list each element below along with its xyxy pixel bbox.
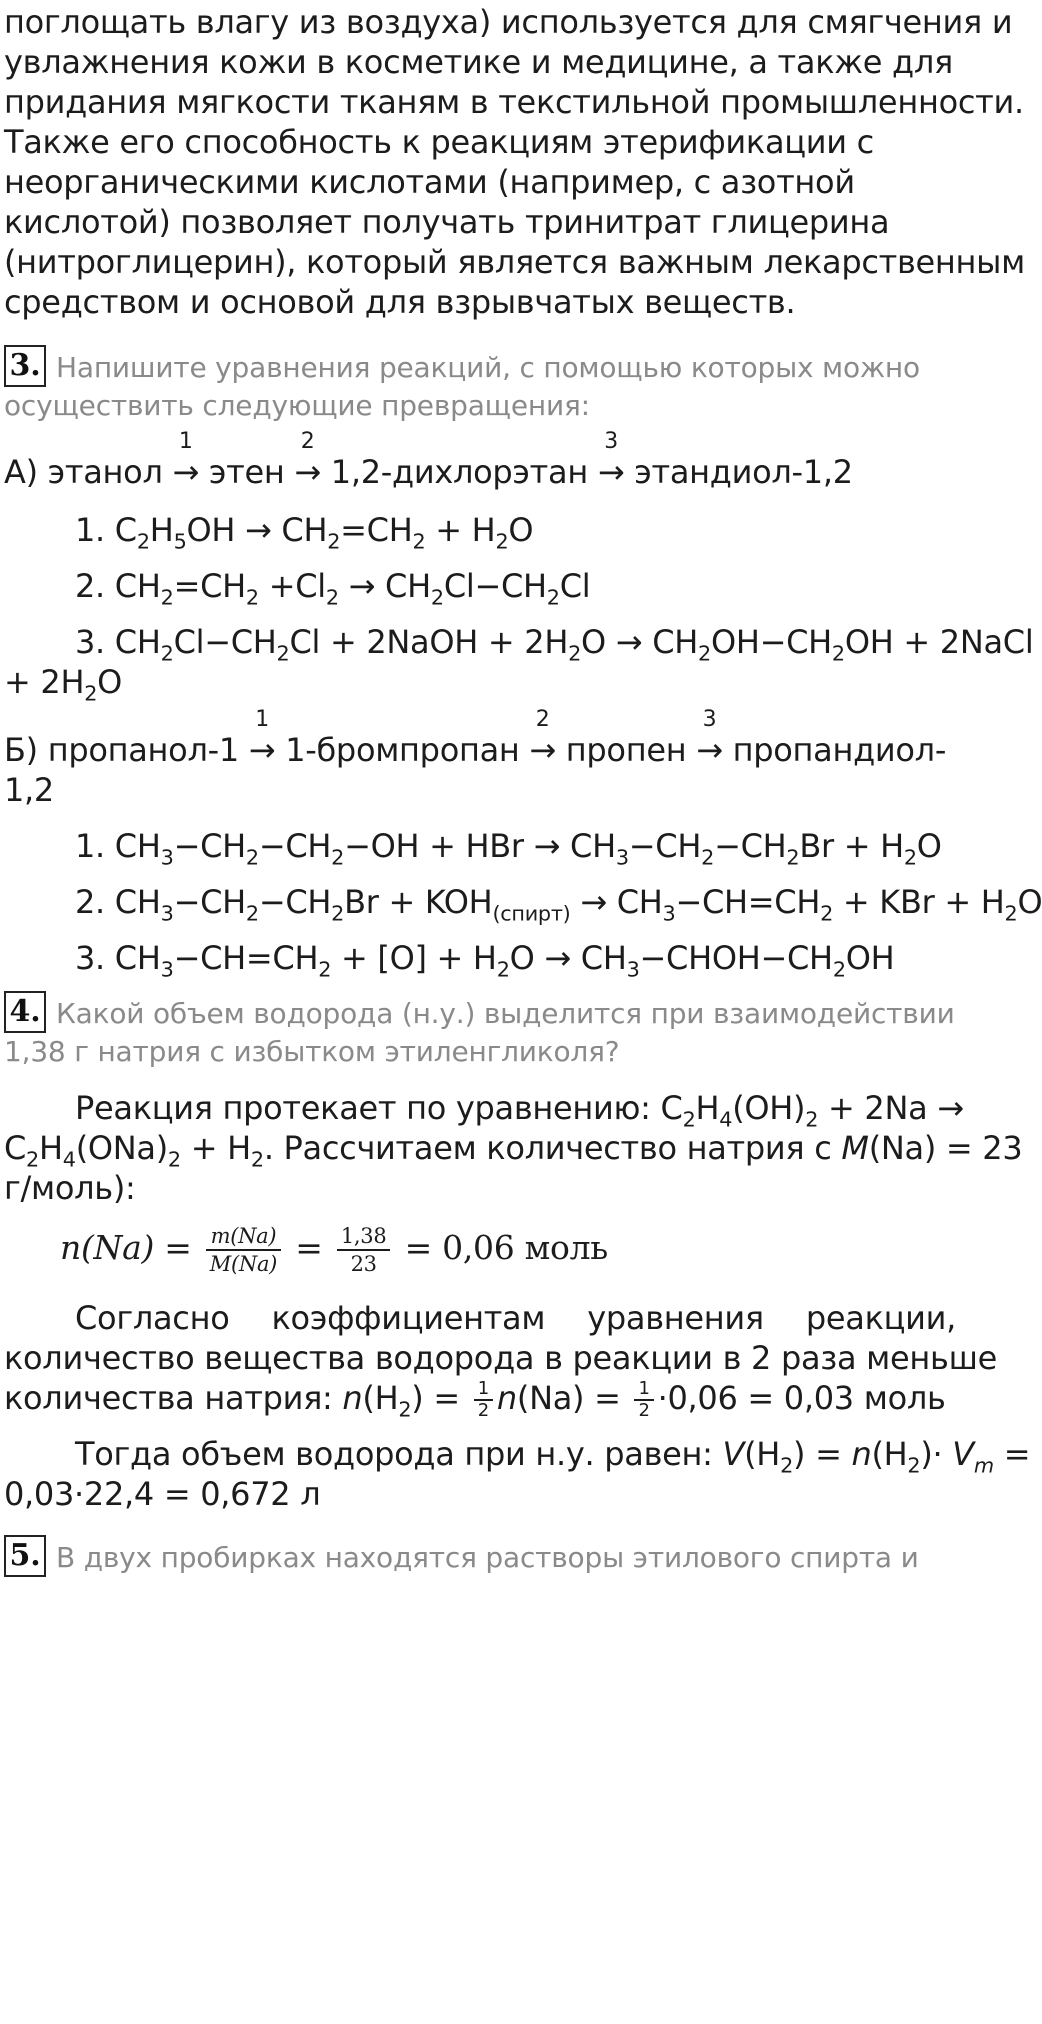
equation-a3-cont: + $2H_2O$ xyxy=(4,663,123,706)
fraction: $\frac{m(Na)}{M(Na)}$ xyxy=(206,1223,281,1277)
intro-line: увлажнения кожи в косметике и медицине, а также для xyxy=(4,43,953,81)
equation-b3: 3. $CH_3-CH=CH_2 + [O] + H_2O$ → $CH_3-CHOH-CH_2OH$ xyxy=(75,939,895,982)
intro-line: средством и основой для взрывчатых веществ. xyxy=(4,283,796,321)
formula-moles-na: n(Na) = $\frac{m(Na)}{M(Na)}$ = $\frac{1,38}{23}$ = 0,06 моль xyxy=(60,1224,608,1276)
task5-number-badge: 5. xyxy=(4,1535,46,1577)
task3-scheme-b-cont: 1,2 xyxy=(4,771,54,809)
task3-question: 3. Напишите уравнения реакций, с помощью которых можно xyxy=(4,346,920,390)
intro-line: Также его способность к реакциям этерификации с xyxy=(4,123,874,161)
intro-line: кислотой) позволяет получать тринитрат глицерина xyxy=(4,203,890,241)
task4-paragraph1-cont: $C_2H_4(ONa)_2 + H_2$. Рассчитаем количество натрия с M(Na) = 23 xyxy=(4,1129,1023,1172)
equation-a3: 3. $CH_2Cl-CH_2Cl$ + 2NaOH + $2H_2O \to CH_2OH-CH_2OH$ + 2NaCl xyxy=(75,623,1034,666)
task4-paragraph2-end: количества натрия: $n(H_2)$ = $\frac{1}{2}$ n(Na) = $\frac{1}{2}$ ·0,06 = 0,03 моль xyxy=(4,1378,946,1422)
task3-scheme-a: А) этанол → 1 этен → 2 1,2-дихлорэтан → 3 этандиол-1,2 xyxy=(4,450,853,494)
equation-b2: 2. $CH_3-CH_2-CH_2Br + KOH_{(спирт)} \to CH_3-CH=CH_2$ + KBr + $H_2O$ xyxy=(75,883,1042,926)
task4-question-cont: 1,38 г натрия с избытком этиленгликоля? xyxy=(4,1035,620,1068)
task4-number-badge: 4. xyxy=(4,991,46,1033)
intro-line: неорганическими кислотами (например, с азотной xyxy=(4,163,855,201)
intro-line: (нитроглицерин), который является важным лекарственным xyxy=(4,243,1025,281)
task4-paragraph1-end: г/моль): xyxy=(4,1169,136,1207)
arrow-icon: → 2 xyxy=(294,429,321,491)
task4-paragraph3: Тогда объем водорода при н.у. равен: $V(H_2) = n(H_2)\cdot V_m$ = xyxy=(75,1435,1031,1478)
arrow-icon: → 3 xyxy=(597,429,625,491)
intro-line: поглощать влагу из воздуха) используется для смягчения и xyxy=(4,3,1013,41)
task3-number-badge: 3. xyxy=(4,345,46,387)
arrow-icon: → 2 xyxy=(529,707,556,769)
fraction: $\frac{1}{2}$ xyxy=(634,1379,653,1421)
fraction: $\frac{1}{2}$ xyxy=(474,1379,493,1421)
arrow-icon: → 1 xyxy=(248,707,276,769)
task3-scheme-b: Б) пропанол-1 → 1 1-бромпропан → 2 пропен → 3 пропандиол- xyxy=(4,728,946,772)
task4-paragraph1: Реакция протекает по уравнению: $C_2H_4(OH)_2 + 2Na$ → xyxy=(75,1089,964,1132)
task5-question: 5. В двух пробирках находятся растворы этилового спирта и xyxy=(4,1536,919,1580)
equation-a1: 1. $C_2H_5OH \to CH_2=CH_2 + H_2O$ xyxy=(75,511,534,554)
task4-paragraph3-cont: 0,03·22,4 = 0,672 л xyxy=(4,1475,321,1513)
equation-a2: 2. $CH_2=CH_2 +Cl_2 \to CH_2Cl-CH_2Cl$ xyxy=(75,567,591,610)
arrow-icon: → 3 xyxy=(696,707,723,769)
task3-question-cont: осуществить следующие превращения: xyxy=(4,389,590,422)
task4-paragraph2-cont: количество вещества водорода в реакции в 2 раза меньше xyxy=(4,1339,997,1377)
fraction: $\frac{1,38}{23}$ xyxy=(337,1223,391,1277)
task4-paragraph2: Согласно коэффициентам уравнения реакции, xyxy=(75,1299,956,1337)
intro-line: придания мягкости тканям в текстильной промышленности. xyxy=(4,83,1024,121)
arrow-icon: → 1 xyxy=(172,429,200,491)
task4-question: 4. Какой объем водорода (н.у.) выделится при взаимодействии xyxy=(4,992,955,1036)
equation-b1: 1. $CH_3-CH_2-CH_2-OH$ + HBr → $CH_3-CH_2-CH_2Br + H_2O$ xyxy=(75,827,942,870)
